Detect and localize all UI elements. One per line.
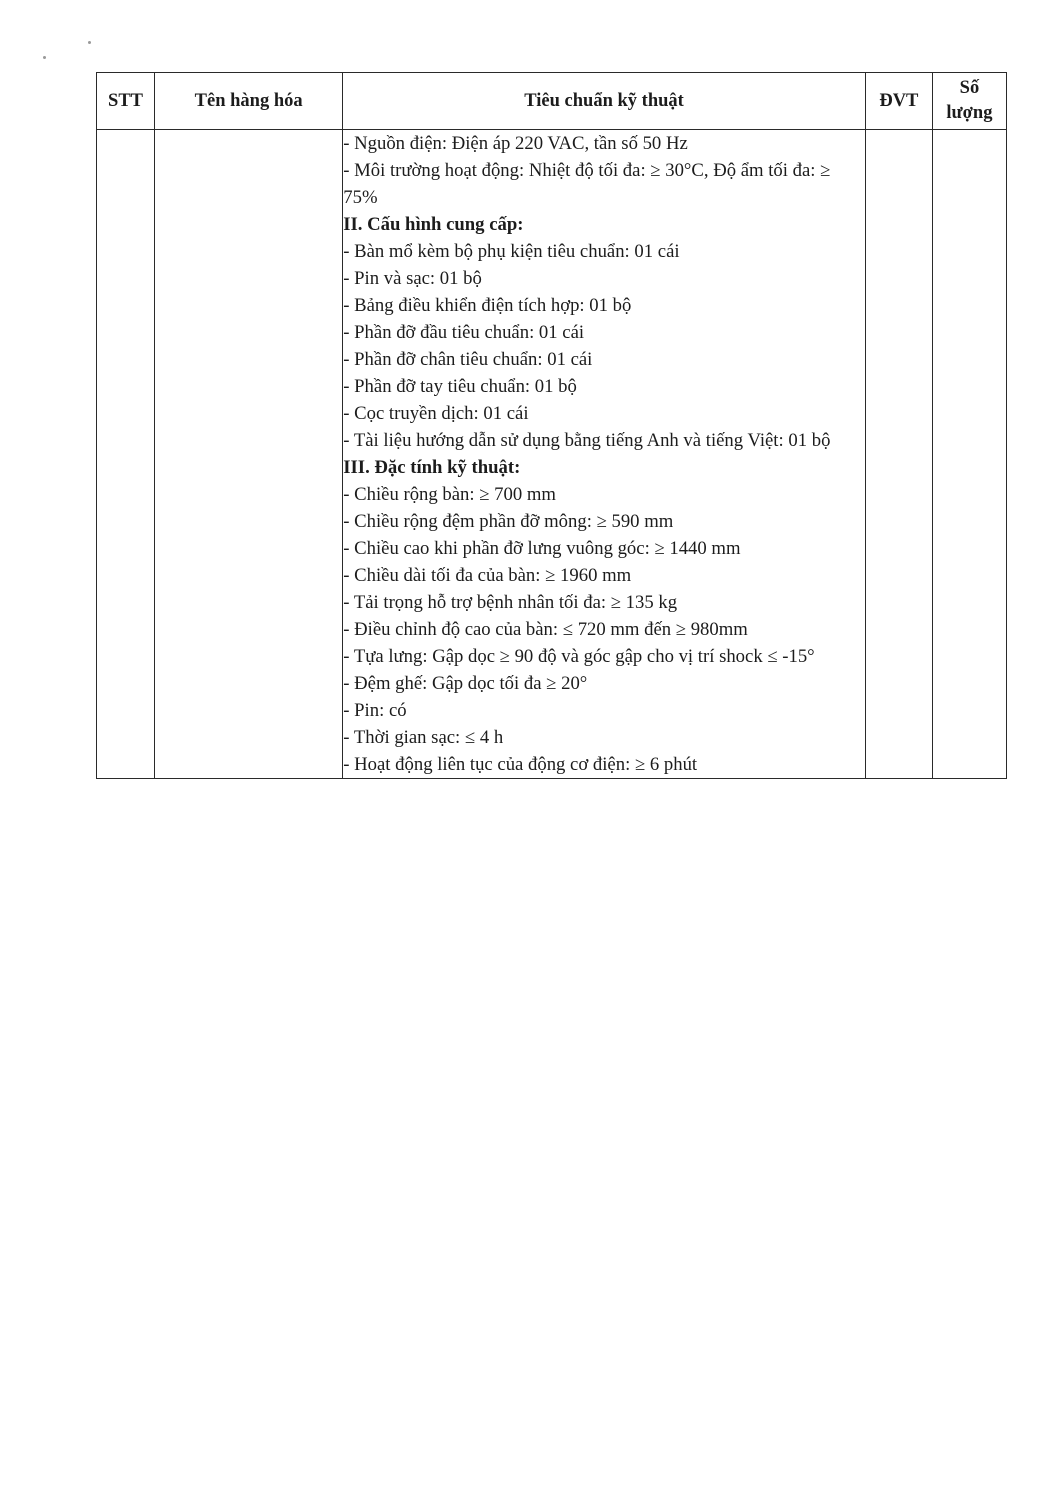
spec-line: - Chiều cao khi phần đỡ lưng vuông góc: ≥ 1440 mm — [343, 538, 741, 559]
specification-table — [96, 72, 1007, 779]
spec-line: - Tựa lưng: Gập dọc ≥ 90 độ và góc gập cho vị trí shock ≤ -15° — [343, 646, 815, 667]
spec-line: - Môi trường hoạt động: Nhiệt độ tối đa: ≥ 30°C, Độ ẩm tối đa: ≥ 75% — [343, 160, 831, 208]
header-quantity-line2: lượng — [946, 103, 993, 123]
spec-line: - Pin và sạc: 01 bộ — [343, 268, 482, 289]
cell-unit — [865, 130, 932, 779]
spec-line: - Pin: có — [343, 700, 407, 721]
spec-line: - Bàn mổ kèm bộ phụ kiện tiêu chuẩn: 01 cái — [343, 241, 680, 262]
header-technical-spec: Tiêu chuẩn kỹ thuật — [343, 73, 866, 130]
spec-line: - Chiều rộng bàn: ≥ 700 mm — [343, 484, 556, 505]
cell-technical-spec — [343, 130, 866, 779]
spec-line: - Điều chỉnh độ cao của bàn: ≤ 720 mm đến ≥ 980mm — [343, 619, 748, 640]
spec-line: - Thời gian sạc: ≤ 4 h — [343, 727, 504, 748]
scan-speck — [43, 56, 46, 59]
header-quantity — [932, 73, 1006, 130]
header-product-name: Tên hàng hóa — [155, 73, 343, 130]
spec-line: - Phần đỡ đầu tiêu chuẩn: 01 cái — [343, 322, 585, 343]
cell-quantity — [932, 130, 1006, 779]
header-unit: ĐVT — [865, 73, 932, 130]
cell-product-name — [155, 130, 343, 779]
table-header-row — [97, 73, 1007, 130]
spec-section-heading: III. Đặc tính kỹ thuật: — [343, 457, 521, 478]
cell-stt — [97, 130, 155, 779]
spec-line: - Tài liệu hướng dẫn sử dụng bằng tiếng Anh và tiếng Việt: 01 bộ — [343, 430, 831, 451]
spec-line: - Chiều rộng đệm phần đỡ mông: ≥ 590 mm — [343, 511, 674, 532]
spec-line: - Cọc truyền dịch: 01 cái — [343, 403, 529, 424]
spec-line: - Tải trọng hỗ trợ bệnh nhân tối đa: ≥ 135 kg — [343, 592, 678, 613]
spec-line: - Hoạt động liên tục của động cơ điện: ≥ 6 phút — [343, 754, 698, 775]
spec-line: - Nguồn điện: Điện áp 220 VAC, tần số 50 Hz — [343, 133, 688, 154]
table-row — [97, 130, 1007, 779]
header-quantity-line1: Số — [959, 78, 980, 99]
spec-line: - Phần đỡ chân tiêu chuẩn: 01 cái — [343, 349, 593, 370]
scan-speck — [88, 41, 91, 44]
spec-line: - Bảng điều khiển điện tích hợp: 01 bộ — [343, 295, 632, 316]
header-stt: STT — [97, 73, 155, 130]
spec-line: - Chiều dài tối đa của bàn: ≥ 1960 mm — [343, 565, 632, 586]
spec-line: - Phần đỡ tay tiêu chuẩn: 01 bộ — [343, 376, 577, 397]
spec-line: - Đệm ghế: Gập dọc tối đa ≥ 20° — [343, 673, 588, 694]
spec-section-heading: II. Cấu hình cung cấp: — [343, 214, 524, 235]
